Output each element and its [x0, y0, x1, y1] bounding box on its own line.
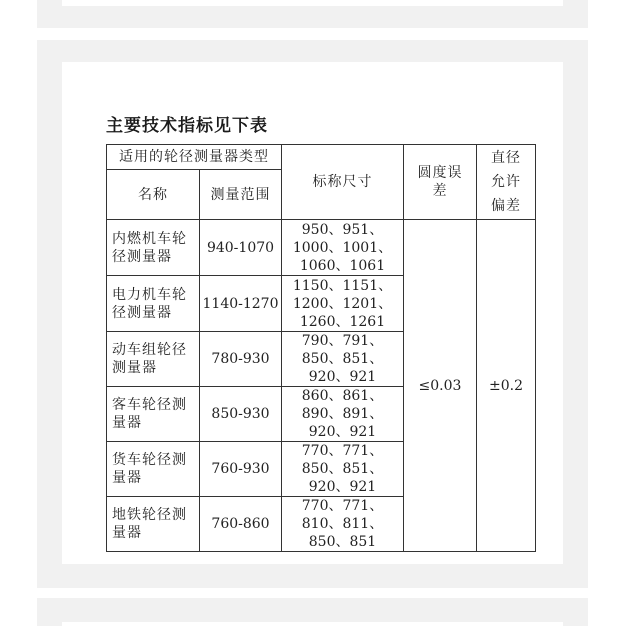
row-range: 780-930 [200, 332, 282, 387]
tolerance-value: ±0.2 [477, 220, 536, 552]
row-range: 850-930 [200, 387, 282, 442]
row-nominal: 1150、1151、1200、1201、1260、1261 [282, 276, 404, 332]
row-range: 760-930 [200, 442, 282, 497]
header-diameter-tolerance: 直径允许偏差 [477, 145, 536, 220]
row-nominal: 770、771、810、811、850、851 [282, 497, 404, 552]
card-top [62, 0, 563, 6]
row-name: 内燃机车轮径测量器 [107, 220, 200, 276]
row-name: 动车组轮径测量器 [107, 332, 200, 387]
row-range: 760-860 [200, 497, 282, 552]
group-header-cell: 适用的轮径测量器类型 [107, 145, 282, 170]
row-name: 货车轮径测量器 [107, 442, 200, 497]
row-name: 地铁轮径测量器 [107, 497, 200, 552]
row-nominal: 950、951、1000、1001、1060、1061 [282, 220, 404, 276]
header-name: 名称 [107, 170, 200, 220]
row-nominal: 770、771、850、851、920、921 [282, 442, 404, 497]
row-range: 940-1070 [200, 220, 282, 276]
header-roundness-error: 圆度误差 [404, 145, 477, 220]
row-nominal: 860、861、890、891、920、921 [282, 387, 404, 442]
section-heading: 主要技术指标见下表 [106, 116, 268, 136]
header-measure-range: 测量范围 [200, 170, 282, 220]
roundness-value: ≤0.03 [404, 220, 477, 552]
row-nominal: 790、791、850、851、920、921 [282, 332, 404, 387]
table-row [107, 220, 536, 276]
row-name: 电力机车轮径测量器 [107, 276, 200, 332]
card-bottom [62, 622, 563, 626]
header-nominal-size: 标称尺寸 [282, 145, 404, 220]
spec-table [106, 144, 536, 552]
row-name: 客车轮径测量器 [107, 387, 200, 442]
row-range: 1140-1270 [200, 276, 282, 332]
